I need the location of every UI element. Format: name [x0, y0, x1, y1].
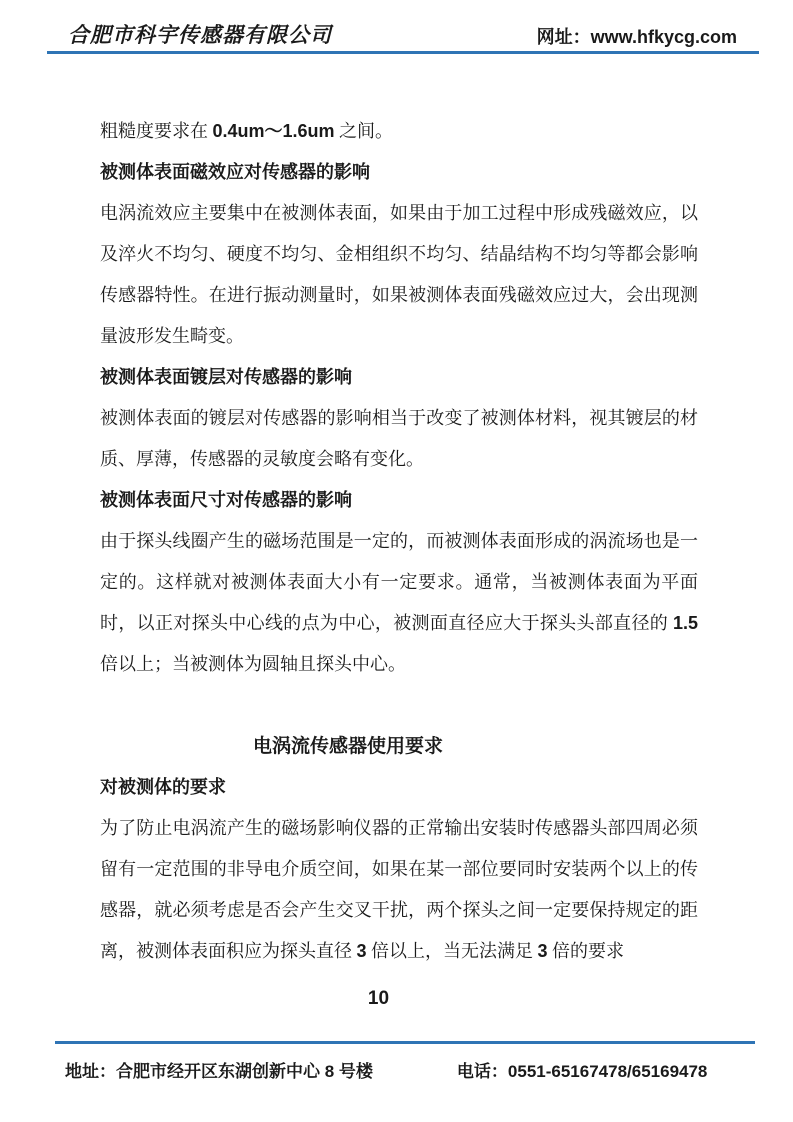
header-website: [537, 23, 759, 49]
address-value: 合肥市经开区东湖创新中心 8 号楼: [116, 1062, 373, 1081]
body-paragraph-plating: 被测体表面的镀层对传感器的影响相当于改变了被测体材料，视其镀层的材质、厚薄，传感器的灵敏度会略有变化。: [100, 408, 698, 469]
body-paragraph-target-requirements: [100, 808, 698, 972]
text-run: 之间。: [334, 121, 394, 141]
bold-number-run: 3: [537, 941, 548, 961]
blank-line: [100, 685, 698, 726]
page-header: [47, 0, 759, 54]
body-paragraph-magnetic-effect: 电涡流效应主要集中在被测体表面，如果由于加工过程中形成残磁效应，以及淬火不均匀、硬度不均匀、金相组织不均匀、结晶结构不均匀等都会影响传感器特性。在进行振动测量时，如果被测体表面残磁效应过大，会出现测量波形发生畸变。: [100, 203, 698, 346]
section-heading-magnetic-effect: 被测体表面磁效应对传感器的影响: [100, 162, 370, 182]
text-run: 粗糙度要求在: [100, 121, 213, 141]
address-label: 地址：: [65, 1062, 116, 1081]
phone-value: 0551-65167478/65169478: [507, 1062, 708, 1081]
text-run: 为了防止电涡流产生的磁场影响仪器的正常输出安装时传感器头部四周必须留有一定范围的非导电介质空间，如果在某一部位要同时安装两个以上的传感器，就必须考虑是否会产生交叉干扰，两个探头之间一定要保持规定的距离，被测体表面积应为探头直径: [100, 818, 698, 961]
page-number: 10: [367, 988, 390, 1009]
document-body: [100, 111, 698, 972]
text-run: 倍以上；当被测体为圆轴且探头中心。: [100, 654, 406, 674]
bold-number-run: 1.5: [672, 613, 698, 633]
text-run: 倍的要求: [547, 941, 625, 961]
center-title-usage-requirements: 电涡流传感器使用要求: [252, 736, 443, 757]
company-name: 合肥市科宇传感器有限公司: [68, 23, 332, 47]
body-paragraph-surface-size: [100, 521, 698, 685]
text-run: 由于探头线圈产生的磁场范围是一定的，而被测体表面形成的涡流场也是一定的。这样就对被测体表面大小有一定要求。通常，当被测体表面为平面时，以正对探头中心线的点为中心，被测面直径应大于探头头部直径的: [100, 531, 698, 633]
page-footer: [55, 1041, 755, 1082]
section-heading-surface-size: 被测体表面尺寸对传感器的影响: [100, 490, 352, 510]
body-paragraph-roughness: [100, 111, 698, 152]
footer-phone: [457, 1057, 707, 1082]
website-url: www.hfkycg.com: [590, 27, 737, 47]
section-heading-plating: 被测体表面镀层对传感器的影响: [100, 367, 352, 387]
section-heading-target-requirements: 对被测体的要求: [100, 777, 226, 797]
phone-label: 电话：: [456, 1062, 508, 1081]
footer-address: [65, 1057, 373, 1082]
website-label: 网址：: [536, 27, 591, 47]
bold-number-run: 0.4um～1.6um: [212, 121, 335, 141]
text-run: 倍以上，当无法满足: [366, 941, 538, 961]
bold-number-run: 3: [356, 941, 367, 961]
